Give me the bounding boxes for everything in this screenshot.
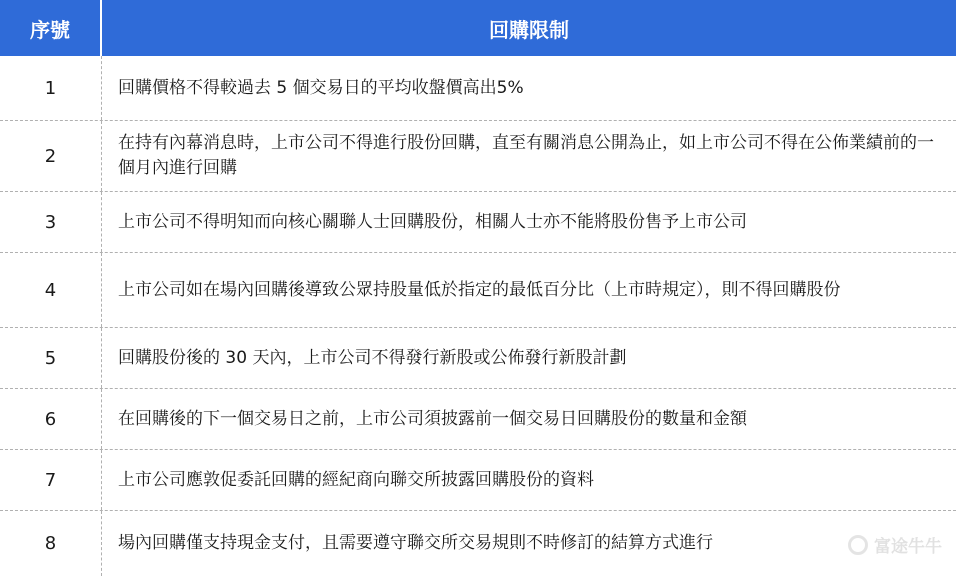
row-number: 5 bbox=[0, 328, 102, 388]
table-row bbox=[0, 389, 956, 450]
table-row bbox=[0, 328, 956, 389]
row-text: 上市公司不得明知而向核心關聯人士回購股份，相關人士亦不能將股份售予上市公司 bbox=[118, 211, 747, 232]
header-number-cell: 序號 bbox=[0, 0, 102, 56]
row-number: 6 bbox=[0, 389, 102, 449]
row-text: 上市公司如在場內回購後導致公眾持股量低於指定的最低百分比（上市時規定），則不得回購股份 bbox=[118, 279, 841, 300]
row-text: 回購價格不得較過去 5 個交易日的平均收盤價高出5% bbox=[118, 77, 524, 98]
row-number: 7 bbox=[0, 450, 102, 510]
watermark bbox=[848, 532, 942, 557]
row-text: 回購股份後的 30 天內，上市公司不得發行新股或公佈發行新股計劃 bbox=[118, 347, 627, 368]
table-row bbox=[0, 121, 956, 192]
row-text: 場內回購僅支持現金支付，且需要遵守聯交所交易規則不時修訂的結算方式進行 bbox=[118, 533, 713, 553]
watermark-text: 富途牛牛 bbox=[874, 537, 942, 557]
table-row bbox=[0, 56, 956, 121]
watermark-logo-icon bbox=[848, 535, 868, 555]
table-row bbox=[0, 450, 956, 511]
row-number: 2 bbox=[0, 121, 102, 191]
table-row bbox=[0, 511, 956, 576]
header-restriction-cell: 回購限制 bbox=[489, 17, 569, 42]
row-text: 上市公司應敦促委託回購的經紀商向聯交所披露回購股份的資料 bbox=[118, 469, 594, 490]
row-number: 1 bbox=[0, 56, 102, 120]
table-header bbox=[0, 0, 956, 56]
row-number: 3 bbox=[0, 192, 102, 252]
table-row bbox=[0, 253, 956, 328]
row-text: 在持有內幕消息時，上市公司不得進行股份回購，直至有關消息公開為止，如上市公司不得在公佈業績前的一個月內進行回購 bbox=[118, 133, 934, 178]
row-text: 在回購後的下一個交易日之前，上市公司須披露前一個交易日回購股份的數量和金額 bbox=[118, 408, 747, 429]
row-number: 8 bbox=[0, 511, 102, 576]
row-number: 4 bbox=[0, 253, 102, 327]
table-row bbox=[0, 192, 956, 253]
